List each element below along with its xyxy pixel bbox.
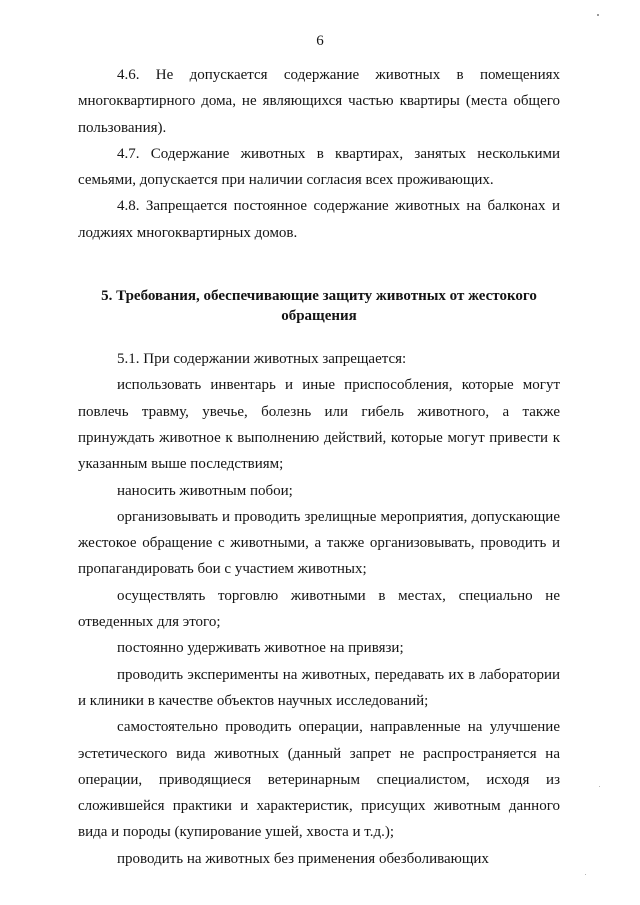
list-item-anesthesia: проводить на животных без применения обезболивающих [117,850,489,867]
list-item-beatings: наносить животным побои; [117,482,293,499]
list-item-tethering: постоянно удерживать животное на привязи; [117,640,404,657]
paragraph-4-7: 4.7. Содержание животных в квартирах, занятых несколькими семьями, допускается при наличии согласия всех проживающих. [78,145,560,189]
paragraph-4-8: 4.8. Запрещается постоянное содержание животных на балконах и лоджиях многоквартирных домов. [78,198,560,241]
paragraph-5-1: 5.1. При содержании животных запрещается: [117,351,407,368]
list-item-spectacles: организовывать и проводить зрелищные мероприятия, допускающие жестокое обращение с животными, а также организовывать, проводить и пропагандировать бои с участием животных; [78,508,560,578]
paragraph-4-6: 4.6. Не допускается содержание животных в помещениях многоквартирного дома, не являющихся частью квартиры (места общего пользования). [78,67,560,136]
document-body [78,62,560,872]
section-heading-5: 5. Требования, обеспечивающие защиту животных от жестокого обращения [101,288,537,325]
list-item-cosmetic-operations: самостоятельно проводить операции, направленные на улучшение эстетического вида животных (данный запрет не распространяется на операции, приводящиеся ветеринарным специалистом, исходя из сложившейся практики и характеристик, присущих животным данного вида и породы (купирование ушей, хвоста и т.д.); [78,719,560,841]
page-number: 6 [316,33,324,49]
list-item-inventory: использовать инвентарь и иные приспособления, которые могут повлечь травму, увечье, болезнь или гибель животного, а также принуждать животное к выполнению действий, которые могут привести к указанным выше последствиям; [78,377,560,473]
scan-speck [599,786,600,787]
list-item-trade: осуществлять торговлю животными в местах, специально не отведенных для этого; [78,587,560,631]
list-item-experiments: проводить эксперименты на животных, передавать их в лаборатории и клиники в качестве объектов научных исследований; [78,666,560,709]
scan-speck [597,14,599,16]
scan-speck [585,874,586,875]
